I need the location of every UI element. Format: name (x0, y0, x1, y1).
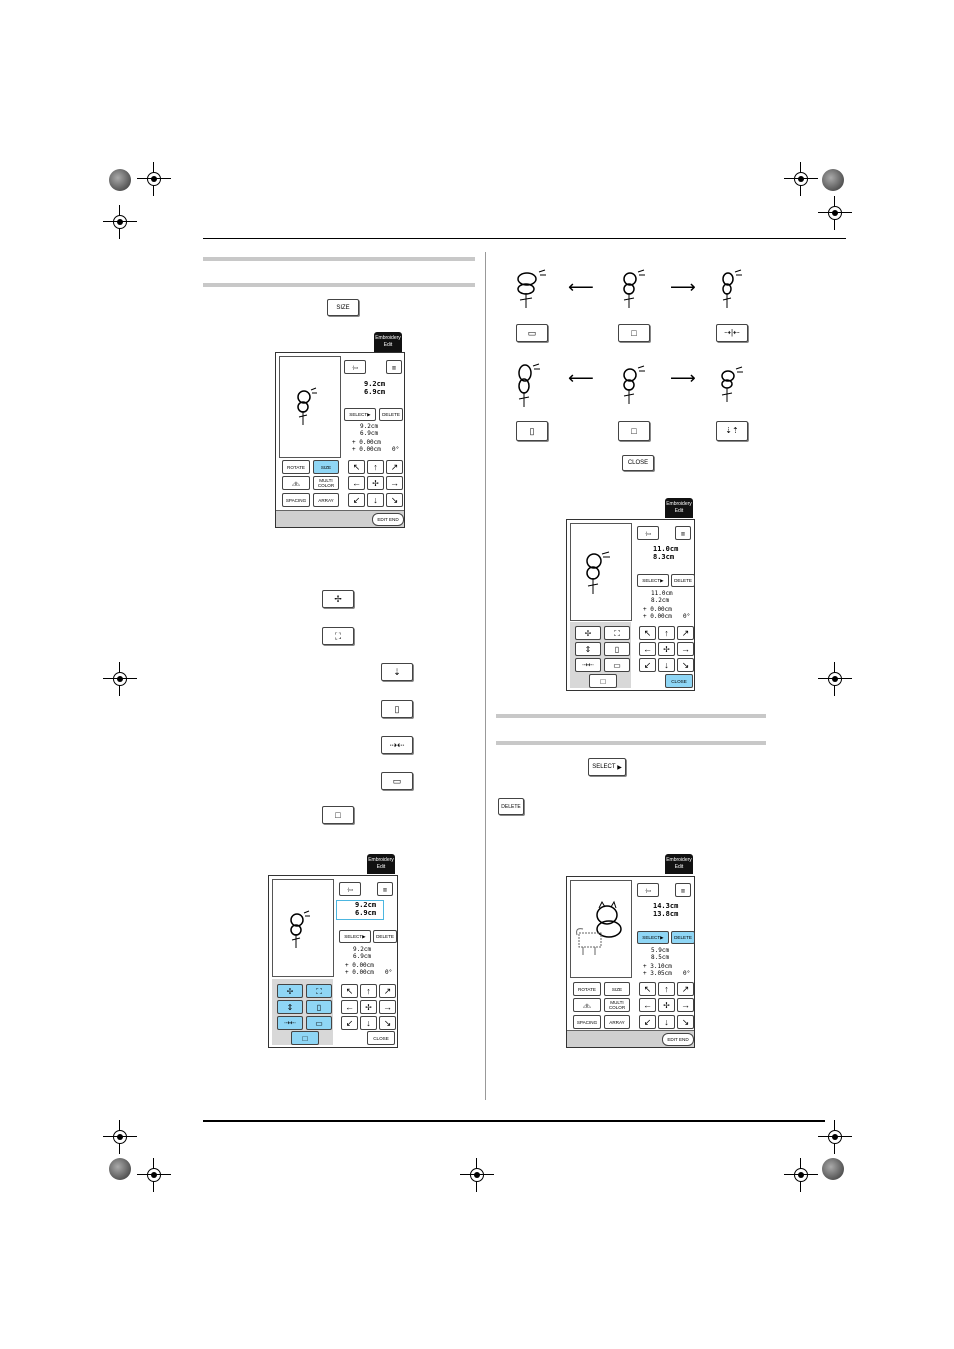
delete-button[interactable]: DELETE (671, 931, 695, 944)
array-button[interactable]: ARRAY (604, 1015, 630, 1029)
size-width: 9.2cm (364, 380, 386, 388)
registration-mark (103, 205, 137, 239)
needle-icon: ·|▭ (637, 883, 659, 897)
flower-pattern-icon (583, 550, 613, 596)
array-button[interactable]: ARRAY (313, 493, 339, 507)
arrow-right-button[interactable]: → (379, 1000, 396, 1014)
field-height: 6.9cm (360, 430, 379, 437)
mirror-button[interactable]: ◿|◺ (573, 998, 601, 1012)
enlarge-vertical-button[interactable]: ▯ (516, 421, 548, 441)
reduce-button[interactable]: ⛶ (604, 626, 630, 640)
arrow-right-icon: ⟶ (670, 368, 696, 388)
horizontal-reduce-button[interactable]: ⇢⇠ (575, 658, 601, 672)
horizontal-enlarge-button[interactable]: ▭ (306, 1016, 332, 1030)
arrow-up-left-button[interactable]: ↖ (639, 626, 656, 640)
arrow-up-button[interactable]: ↑ (658, 626, 675, 640)
size-button[interactable]: SIZE (313, 460, 339, 474)
registration-mark (137, 1158, 171, 1192)
arrow-left-button[interactable]: ← (639, 642, 656, 656)
original-size-button[interactable]: □ (618, 421, 650, 441)
vertical-button[interactable]: ⇕ (277, 1000, 303, 1014)
center-button[interactable]: ✢ (658, 998, 675, 1012)
flower-tall-icon (513, 362, 545, 408)
position-vertical: + 0.00cm (352, 439, 381, 446)
arrow-up-right-button[interactable]: ↗ (379, 984, 396, 998)
edit-end-button[interactable]: EDIT END (662, 1033, 694, 1046)
position-horizontal: + 0.00cm (345, 969, 374, 976)
registration-mark (103, 1120, 137, 1154)
flower-narrow-icon (718, 268, 748, 310)
select-button[interactable]: SELECT ▶ (588, 758, 626, 776)
section-band-top (203, 257, 475, 261)
screen-tab: Embroidery Edit (367, 854, 395, 874)
multi-color-button[interactable]: MULTI COLOR (313, 476, 339, 490)
position-horizontal: + 0.00cm (352, 446, 381, 453)
mirror-button[interactable]: ◿|◺ (282, 476, 310, 490)
registration-mark (784, 1158, 818, 1192)
arrow-down-right-button[interactable]: ↘ (379, 1016, 396, 1030)
delete-button[interactable]: DELETE (671, 574, 695, 587)
position-vertical: + 0.00cm (345, 962, 374, 969)
frame-icon: ▥ (675, 883, 691, 897)
size-button[interactable]: SIZE (604, 982, 630, 996)
size-height: 6.9cm (364, 388, 386, 396)
registration-ball-bottom-right (822, 1158, 844, 1180)
spacing-button[interactable]: SPACING (282, 493, 310, 507)
rotate-button[interactable]: ROTATE (573, 982, 601, 996)
field-height: 6.9cm (353, 953, 372, 960)
arrow-down-button[interactable]: ↓ (360, 1016, 377, 1030)
arrow-up-button[interactable]: ↑ (367, 460, 384, 474)
arrow-up-right-button[interactable]: ↗ (677, 626, 694, 640)
horizontal-reduce-button[interactable]: ⇢⇠ (277, 1016, 303, 1030)
field-width: 9.2cm (353, 946, 372, 953)
rotate-button[interactable]: ROTATE (282, 460, 310, 474)
flower-pattern-icon (287, 910, 313, 950)
registration-ball-top-right (822, 169, 844, 191)
angle: 0° (683, 970, 691, 977)
screen-4 (566, 857, 695, 1048)
registration-mark (818, 1120, 852, 1154)
arrow-left-button[interactable]: ← (341, 1000, 358, 1014)
center-button[interactable]: ✢ (360, 1000, 377, 1014)
column-divider (485, 252, 486, 1100)
frame-icon: ▥ (675, 526, 691, 540)
field-height: 8.2cm (651, 597, 670, 604)
size-height: 6.9cm (355, 909, 377, 917)
screen-3 (566, 501, 695, 691)
size-width: 14.3cm (653, 902, 679, 910)
section-band-top (496, 714, 766, 718)
angle: 0° (683, 613, 691, 620)
flower-wide-icon (513, 268, 549, 310)
size-width: 9.2cm (355, 901, 377, 909)
arrow-up-right-button[interactable]: ↗ (677, 982, 694, 996)
select-button[interactable]: SELECT ▶ (637, 931, 669, 944)
reduce-horizontal-button[interactable]: ⇢⇠ (381, 736, 413, 754)
registration-mark (818, 662, 852, 696)
reduce-vertical-button[interactable]: ⇣⇡ (716, 421, 748, 441)
arrow-right-icon: ⟶ (670, 277, 696, 297)
arrow-down-left-button[interactable]: ↙ (639, 658, 656, 672)
field-width: 5.9cm (651, 947, 670, 954)
size-button[interactable]: SIZE (327, 299, 359, 316)
registration-mark (818, 196, 852, 230)
arrow-down-right-button[interactable]: ↘ (677, 1015, 694, 1029)
section-band-bottom (203, 283, 475, 287)
arrow-up-right-button[interactable]: ↗ (386, 460, 403, 474)
close-button[interactable]: CLOSE (367, 1031, 395, 1045)
needle-icon: ·|▭ (637, 526, 659, 540)
arrow-down-left-button[interactable]: ↙ (348, 493, 365, 507)
arrow-right-button[interactable]: → (386, 476, 403, 490)
position-horizontal: + 3.05cm (643, 970, 672, 977)
enlarge-vertical-button[interactable]: ▯ (381, 700, 413, 718)
vertical-button[interactable]: ⇕ (575, 642, 601, 656)
arrow-down-button[interactable]: ↓ (658, 658, 675, 672)
enlarge-horizontal-button[interactable]: ▭ (516, 324, 548, 342)
arrow-left-button[interactable]: ← (348, 476, 365, 490)
center-button[interactable]: ✢ (367, 476, 384, 490)
needle-icon: ·|▭ (339, 882, 361, 896)
select-button[interactable]: SELECT ▶ (339, 930, 371, 943)
section-band-bottom (496, 741, 766, 745)
scale-reduce-button[interactable]: ⛶ (322, 627, 354, 645)
flower-normal-icon (618, 364, 650, 406)
enlarge-horizontal-button[interactable]: ▭ (381, 772, 413, 790)
header-rule (203, 238, 846, 239)
needle-icon: ·|▭ (344, 360, 366, 374)
flower-normal-icon (618, 268, 650, 310)
original-size-button[interactable]: □ (322, 806, 354, 824)
scale-enlarge-button[interactable]: ✢ (322, 590, 354, 608)
arrow-left-icon: ⟵ (568, 368, 594, 388)
arrow-up-button[interactable]: ↑ (360, 984, 377, 998)
multi-color-button[interactable]: MULTI COLOR (604, 998, 630, 1012)
position-vertical: + 3.10cm (643, 963, 672, 970)
delete-button[interactable]: DELETE (373, 930, 397, 943)
vertical-enlarge-button[interactable]: ▯ (306, 1000, 332, 1014)
registration-mark (103, 662, 137, 696)
original-size-button[interactable]: □ (589, 674, 617, 688)
size-width: 11.0cm (653, 545, 679, 553)
screen-tab: Embroidery Edit (665, 854, 693, 874)
registration-mark (460, 1158, 494, 1192)
close-button[interactable]: CLOSE (622, 455, 654, 471)
center-button[interactable]: ✢ (658, 642, 675, 656)
arrow-down-button[interactable]: ↓ (367, 493, 384, 507)
reduce-vertical-button[interactable]: ⇣ (381, 663, 413, 681)
size-height: 13.8cm (653, 910, 679, 918)
field-width: 9.2cm (360, 423, 379, 430)
angle: 0° (392, 446, 400, 453)
close-button[interactable]: CLOSE (665, 674, 693, 688)
delete-button[interactable]: DELETE (379, 408, 403, 421)
screen-1 (275, 335, 405, 528)
arrow-right-button[interactable]: → (677, 998, 694, 1012)
arrow-left-button[interactable]: ← (639, 998, 656, 1012)
arrow-up-left-button[interactable]: ↖ (341, 984, 358, 998)
arrow-left-icon: ⟵ (568, 277, 594, 297)
screen-tab: Embroidery Edit (374, 332, 402, 352)
screen-tab: Embroidery Edit (665, 498, 693, 518)
edit-end-button[interactable]: EDIT END (372, 513, 404, 526)
flower-pattern-icon (294, 387, 320, 427)
reduce-button[interactable]: ⛶ (306, 984, 332, 998)
field-width: 11.0cm (651, 590, 673, 597)
arrow-down-right-button[interactable]: ↘ (677, 658, 694, 672)
arrow-down-right-button[interactable]: ↘ (386, 493, 403, 507)
delete-button[interactable]: DELETE (498, 798, 524, 815)
arrow-down-left-button[interactable]: ↙ (639, 1015, 656, 1029)
horizontal-enlarge-button[interactable]: ▭ (604, 658, 630, 672)
select-button[interactable]: SELECT ▶ (344, 408, 376, 421)
position-horizontal: + 0.00cm (643, 613, 672, 620)
screen-2 (268, 857, 398, 1048)
enlarge-button[interactable]: ✢ (575, 626, 601, 640)
spacing-button[interactable]: SPACING (573, 1015, 601, 1029)
arrow-right-button[interactable]: → (677, 642, 694, 656)
original-size-button[interactable]: □ (618, 324, 650, 342)
registration-mark (784, 162, 818, 196)
arrow-up-left-button[interactable]: ↖ (348, 460, 365, 474)
enlarge-button[interactable]: ✢ (277, 984, 303, 998)
footer-rule (203, 1120, 825, 1122)
cat-pattern-icon (573, 899, 625, 959)
frame-icon: ▥ (386, 360, 402, 374)
original-size-button[interactable]: □ (291, 1031, 319, 1045)
arrow-down-button[interactable]: ↓ (658, 1015, 675, 1029)
frame-icon: ▥ (377, 882, 393, 896)
arrow-down-left-button[interactable]: ↙ (341, 1016, 358, 1030)
position-vertical: + 0.00cm (643, 606, 672, 613)
registration-mark (137, 162, 171, 196)
registration-ball-top-left (109, 169, 131, 191)
flower-short-icon (716, 366, 748, 404)
reduce-horizontal-button[interactable]: ⇢|⇠ (716, 324, 748, 342)
select-button[interactable]: SELECT ▶ (637, 574, 669, 587)
arrow-up-button[interactable]: ↑ (658, 982, 675, 996)
size-height: 8.3cm (653, 553, 675, 561)
arrow-up-left-button[interactable]: ↖ (639, 982, 656, 996)
field-height: 8.5cm (651, 954, 670, 961)
registration-ball-bottom-left (109, 1158, 131, 1180)
vertical-enlarge-button[interactable]: ▯ (604, 642, 630, 656)
angle: 0° (385, 969, 393, 976)
